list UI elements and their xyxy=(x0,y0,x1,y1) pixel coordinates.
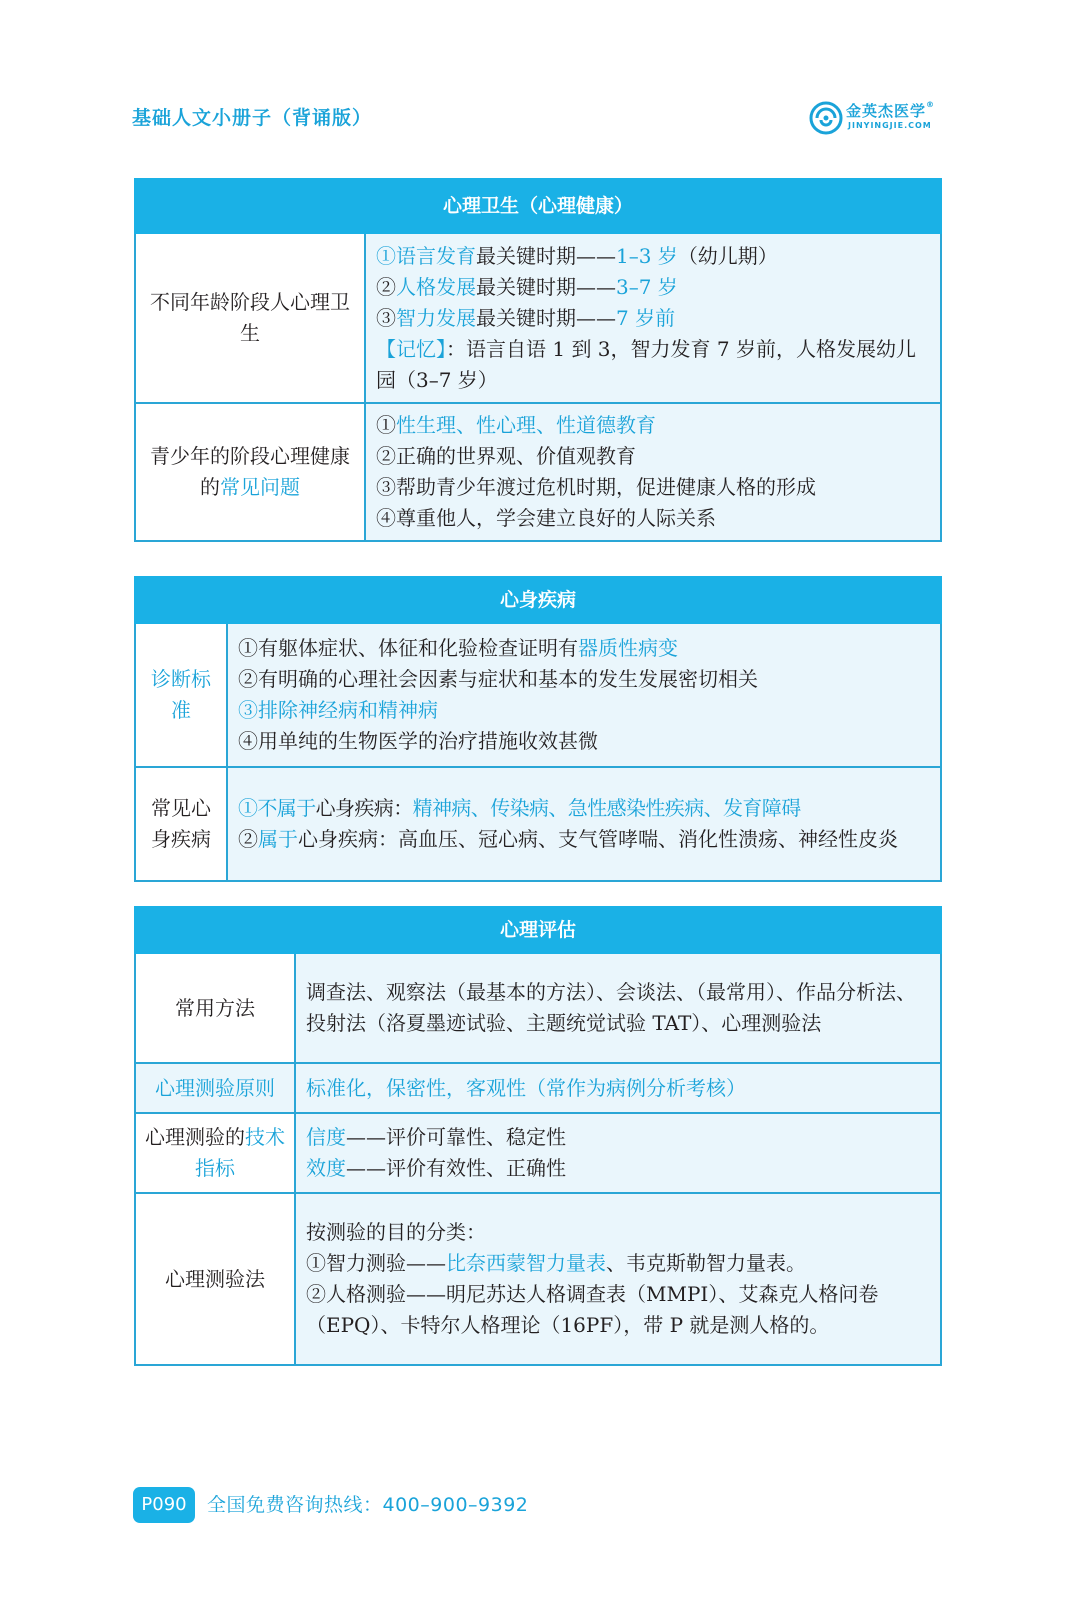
content-line: ②属于心身疾病：高血压、冠心病、支气管哮喘、消化性溃疡、神经性皮炎 xyxy=(238,827,898,851)
row-label-diagnosis: 诊断标准 xyxy=(135,623,227,767)
row-label-principles: 心理测验原则 xyxy=(135,1063,295,1113)
content-line: 按测验的目的分类： xyxy=(306,1220,486,1244)
row-label-test-methods: 心理测验法 xyxy=(135,1193,295,1365)
content-line: ②正确的世界观、价值观教育 xyxy=(376,444,636,468)
memory-tip: 【记忆】：语言自语 1 到 3，智力发育 7 岁前，人格发展幼儿园（3–7 岁） xyxy=(376,336,916,392)
content-line: ③智力发展最关键时期——7 岁前 xyxy=(376,305,676,330)
content-line: ③排除神经病和精神病 xyxy=(238,698,438,722)
logo-chinese-name: 金英杰医学® xyxy=(846,100,936,120)
psych-assessment-table xyxy=(134,906,942,1366)
row-content-diagnosis xyxy=(227,623,941,767)
logo-domain: JINYINGJIE.COM xyxy=(848,121,932,130)
section-title: 心身疾病 xyxy=(135,577,941,623)
page-number-badge: P090 xyxy=(133,1487,195,1523)
content-line: ①有躯体症状、体征和化验检查证明有器质性病变 xyxy=(238,636,678,660)
row-label-tech-indicators: 心理测验的技术指标 xyxy=(135,1113,295,1193)
section-title: 心理评估 xyxy=(135,907,941,953)
mental-hygiene-table xyxy=(134,178,942,542)
row-label-methods: 常用方法 xyxy=(135,953,295,1063)
booklet-title: 基础人文小册子（背诵版） xyxy=(132,107,373,129)
content-line: ①性生理、性心理、性道德教育 xyxy=(376,413,656,437)
logo-mark-icon xyxy=(808,100,844,136)
row-label-age-stages: 不同年龄阶段人心理卫生 xyxy=(135,233,365,403)
content-line: ④用单纯的生物医学的治疗措施收效甚微 xyxy=(238,729,598,753)
section-title: 心理卫生（心理健康） xyxy=(135,179,941,233)
row-content-principles: 标准化，保密性，客观性（常作为病例分析考核） xyxy=(295,1063,941,1113)
brand-logo xyxy=(808,98,958,138)
content-line: 信度——评价可靠性、稳定性 xyxy=(306,1125,566,1149)
row-content-test-methods xyxy=(295,1193,941,1365)
row-content-common-diseases xyxy=(227,767,941,881)
content-line: 调查法、观察法（最基本的方法）、会谈法、（最常用）、作品分析法、 xyxy=(306,980,916,1004)
row-content-methods xyxy=(295,953,941,1063)
row-content-age-stages xyxy=(365,233,941,403)
content-line: ②有明确的心理社会因素与症状和基本的发生发展密切相关 xyxy=(238,667,758,691)
hotline-text: 全国免费咨询热线：400–900–9392 xyxy=(207,1494,529,1516)
content-line: 投射法（洛夏墨迹试验、主题统觉试验 TAT）、心理测验法 xyxy=(306,1011,822,1035)
content-line: 效度——评价有效性、正确性 xyxy=(306,1156,566,1180)
content-line: ②人格测验——明尼苏达人格调查表（MMPI）、艾森克人格问卷（EPQ）、卡特尔人格理论（16PF），带 P 就是测人格的。 xyxy=(306,1282,879,1337)
row-content-tech-indicators xyxy=(295,1113,941,1193)
row-label-common-diseases: 常见心身疾病 xyxy=(135,767,227,881)
content-line: ④尊重他人，学会建立良好的人际关系 xyxy=(376,506,716,530)
content-line: ②人格发展最关键时期——3–7 岁 xyxy=(376,274,678,299)
content-line: ①智力测验——比奈西蒙智力量表、韦克斯勒智力量表。 xyxy=(306,1251,806,1275)
psychosomatic-table xyxy=(134,576,942,882)
content-line: ①不属于心身疾病：精神病、传染病、急性感染性疾病、发育障碍 xyxy=(238,796,801,820)
content-line: ③帮助青少年渡过危机时期，促进健康人格的形成 xyxy=(376,475,816,499)
row-label-adolescent: 青少年的阶段心理健康的常见问题 xyxy=(135,403,365,541)
row-content-adolescent xyxy=(365,403,941,541)
content-line: ①语言发育最关键时期——1–3 岁（幼儿期） xyxy=(376,243,778,268)
